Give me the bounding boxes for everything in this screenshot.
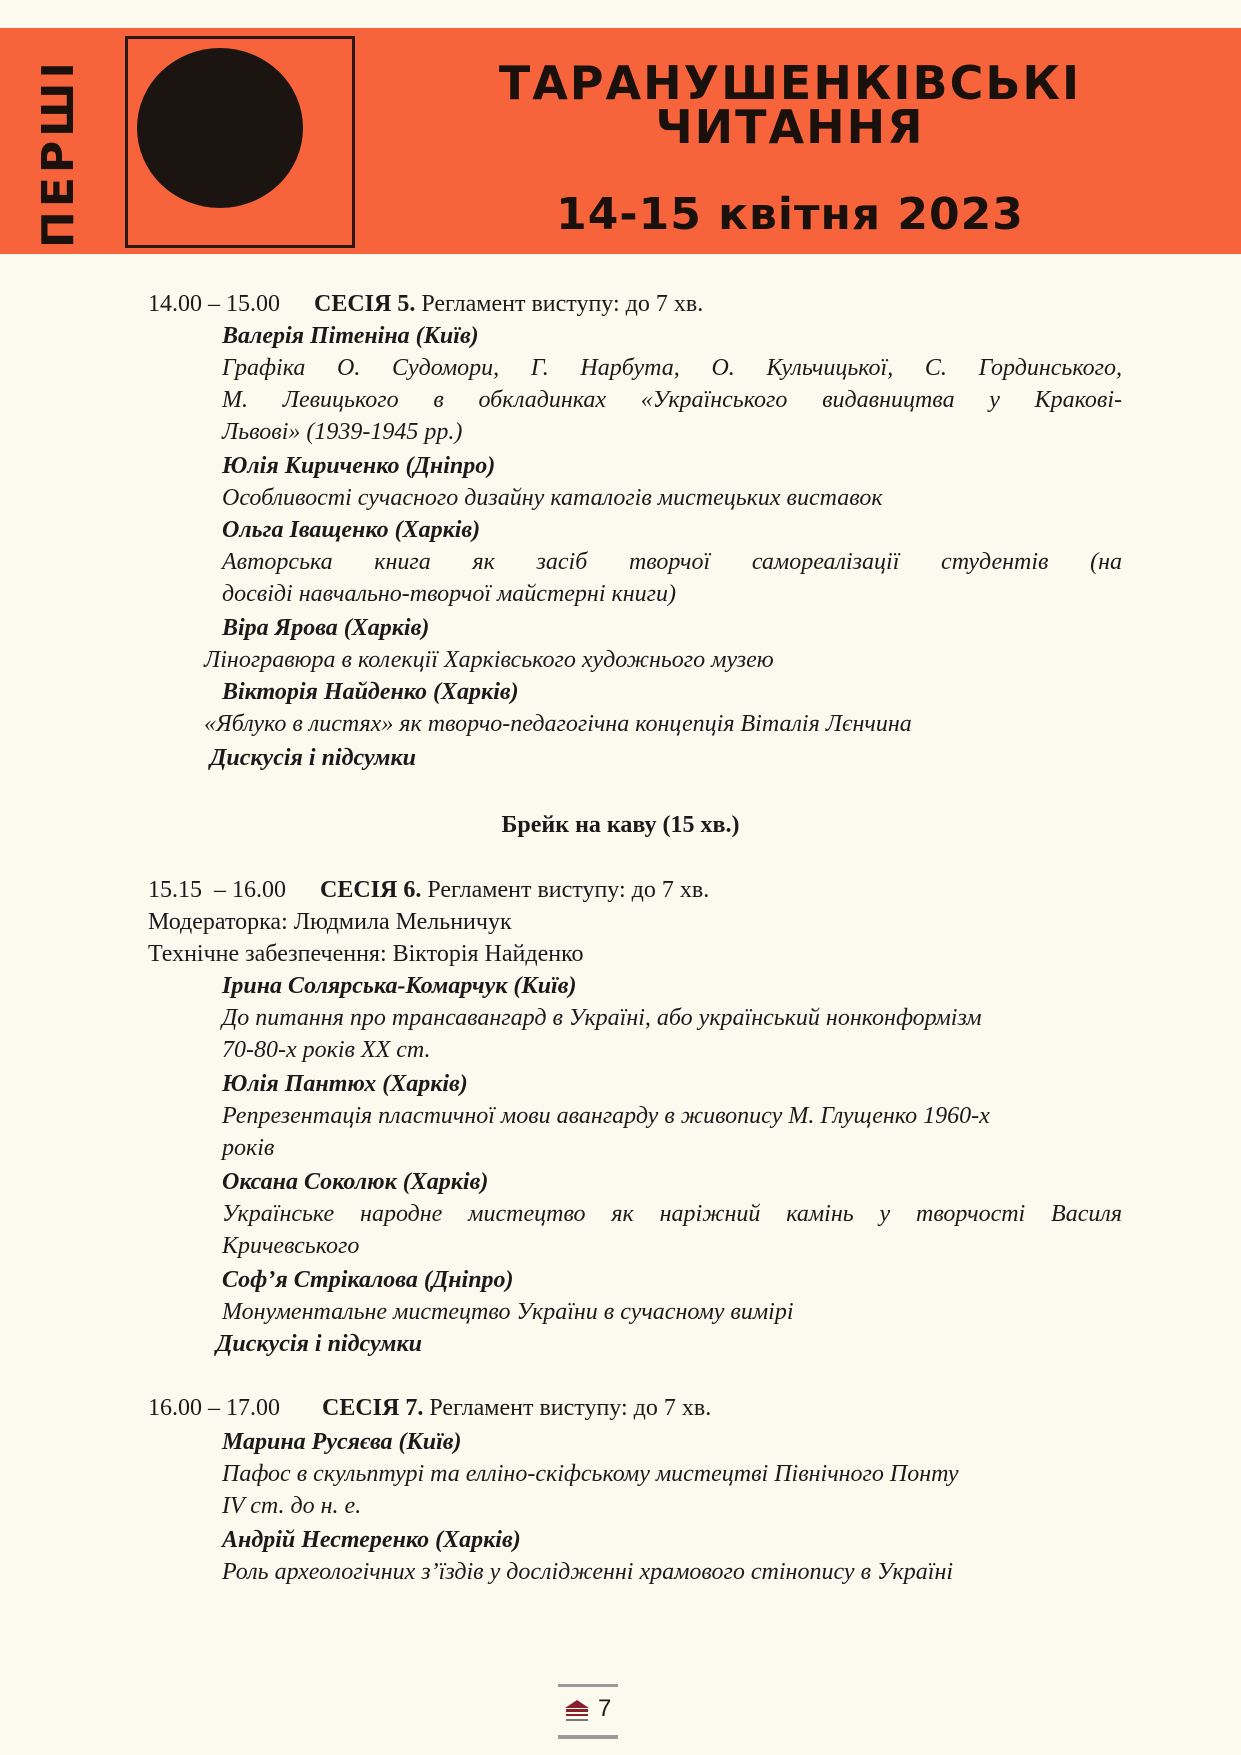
speaker-name: Оксана Соколюк (Харків) xyxy=(222,1169,489,1195)
black-circle-icon xyxy=(137,48,303,208)
tech-support: Технічне забезпечення: Вікторія Найденко xyxy=(148,941,584,967)
talk-title-line: Репрезентація пластичної мови авангарду в живопису М. Глущенко 1960-х xyxy=(222,1103,990,1129)
speaker-name: Ірина Солярська-Комарчук (Київ) xyxy=(222,973,577,999)
talk-title-line: Монументальне мистецтво України в сучасному вимірі xyxy=(222,1299,794,1325)
talk-title-line: Ліногравюра в колекції Харківського художнього музею xyxy=(204,647,774,673)
talk-title-line: Графіка О. Судомори, Г. Нарбута, О. Кульчицької, С. Гординського, xyxy=(222,355,1122,381)
page-number: 7 xyxy=(598,1695,612,1722)
session-header xyxy=(148,1393,711,1423)
session-label: СЕСІЯ 7. xyxy=(322,1395,424,1421)
moderator: Модераторка: Людмила Мельничук xyxy=(148,909,512,935)
talk-title-line: років xyxy=(222,1135,275,1161)
session-time: 16.00 – 17.00 xyxy=(148,1395,280,1421)
event-title-line1: ТАРАНУШЕНКІВСЬКІ xyxy=(498,56,1082,110)
footer-rule xyxy=(558,1735,618,1739)
talk-title-line: 70-80-х років XX ст. xyxy=(222,1037,431,1063)
session-rules: Регламент виступу: до 7 хв. xyxy=(421,291,704,317)
institution-logo-icon xyxy=(562,1696,592,1724)
session-rules: Регламент виступу: до 7 хв. xyxy=(427,877,710,903)
talk-title-line: досвіді навчально-творчої майстерні книги) xyxy=(222,581,676,607)
speaker-name: Марина Русяєва (Київ) xyxy=(222,1429,462,1455)
session-label: СЕСІЯ 6. xyxy=(320,877,422,903)
session-rules: Регламент виступу: до 7 хв. xyxy=(429,1395,712,1421)
speaker-name: Ольга Іващенко (Харків) xyxy=(222,517,481,543)
talk-title-line: «Яблуко в листях» як творчо-педагогічна концепція Віталія Лєнчина xyxy=(204,711,912,737)
session-time: 15.15 – 16.00 xyxy=(148,877,286,903)
talk-title-line: Львові» (1939-1945 рр.) xyxy=(222,419,463,445)
side-word xyxy=(33,58,84,248)
svg-text:ПЕРШІ: ПЕРШІ xyxy=(33,58,84,248)
talk-title-line: Особливості сучасного дизайну каталогів мистецьких виставок xyxy=(222,485,883,511)
speaker-name: Соф’я Стрікалова (Дніпро) xyxy=(222,1267,514,1293)
event-title-line2: ЧИТАННЯ xyxy=(655,100,925,154)
talk-title-line: Пафос в скульптурі та елліно-скіфському мистецтві Північного Понту xyxy=(222,1461,959,1487)
speaker-name: Андрій Нестеренко (Харків) xyxy=(222,1527,521,1553)
speaker-name: Віра Ярова (Харків) xyxy=(222,615,430,641)
discussion-label: Дискусія і підсумки xyxy=(216,1331,422,1357)
talk-title-line: До питання про трансавангард в Україні, або український нонконформізм xyxy=(222,1005,982,1031)
session-label: СЕСІЯ 5. xyxy=(314,291,416,317)
talk-title-line: Роль археологічних з’їздів у дослідженні храмового стінопису в Україні xyxy=(222,1559,954,1585)
speaker-name: Вікторія Найденко (Харків) xyxy=(222,679,519,705)
talk-title-line: Кричевського xyxy=(222,1233,360,1259)
talk-title-line: Українське народне мистецтво як наріжний камінь у творчості Василя xyxy=(222,1201,1122,1227)
discussion-label: Дискусія і підсумки xyxy=(210,745,416,771)
session-header xyxy=(148,875,709,905)
session-header xyxy=(148,289,703,319)
coffee-break: Брейк на каву (15 хв.) xyxy=(501,812,740,838)
speaker-name: Юлія Пантюх (Харків) xyxy=(222,1071,468,1097)
speaker-name: Валерія Пітеніна (Київ) xyxy=(222,323,479,349)
event-dates: 14-15 квітня 2023 xyxy=(556,189,1024,240)
footer-rule xyxy=(558,1684,618,1687)
session-time: 14.00 – 15.00 xyxy=(148,291,280,317)
talk-title-line: Авторська книга як засіб творчої самореалізації студентів (на xyxy=(222,549,1122,575)
speaker-name: Юлія Кириченко (Дніпро) xyxy=(222,453,496,479)
talk-title-line: М. Левицького в обкладинках «Українського видавництва у Кракові- xyxy=(222,387,1122,413)
talk-title-line: IV ст. до н. е. xyxy=(222,1493,362,1519)
